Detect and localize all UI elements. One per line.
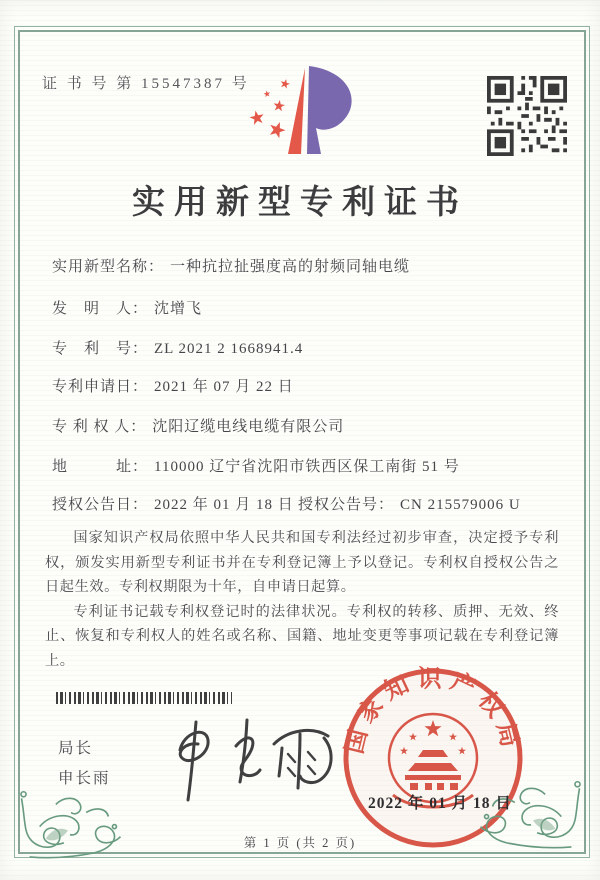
field-label: 专利申请日：	[52, 379, 149, 395]
legal-paragraph: 国家知识产权局依照中华人民共和国专利法经过初步审查，决定授予专利权，颁发实用新型专利证书并在专利登记簿上予以登记。专利权自授权公告之日起生效。专利权期限为十年，自申请日起算。	[45, 530, 559, 595]
handwritten-signature-icon	[150, 716, 340, 808]
legal-paragraph: 专利证书记载专利权登记时的法律状况。专利权的转移、质押、无效、终止、恢复和专利权人的姓名或名称、国籍、地址变更等事项记载在专利登记簿上。	[45, 603, 559, 669]
signer-role: 局长	[58, 740, 94, 757]
field-row-address	[52, 455, 562, 476]
field-label: 发 明 人：	[52, 301, 149, 317]
grant-number-pair	[298, 493, 521, 514]
field-row-patent-no	[52, 337, 562, 358]
qr-code	[487, 76, 567, 156]
seal-text: 国家知识产权局	[341, 666, 525, 757]
field-value: 2021 年 07 月 22 日	[154, 379, 294, 395]
cnipa-logo-icon	[243, 58, 373, 166]
signer-name: 申长雨	[58, 770, 111, 787]
field-row-name	[52, 255, 562, 276]
certificate-title: 实用新型专利证书	[132, 185, 468, 221]
grant-date-pair	[52, 497, 294, 513]
field-label: 实用新型名称：	[52, 259, 165, 275]
field-value: 110000 辽宁省沈阳市铁西区保工南街 51 号	[154, 459, 460, 475]
barcode	[56, 692, 232, 704]
field-row-filing-date	[52, 375, 562, 396]
field-label: 专 利 权 人：	[52, 419, 147, 435]
field-value: 一种抗拉扯强度高的射频同轴电缆	[170, 259, 411, 275]
field-value: 沈阳辽缆电线电缆有限公司	[152, 419, 345, 435]
certificate-number: 证 书 号 第 15547387 号	[42, 76, 250, 92]
field-label: 地 址：	[52, 459, 149, 475]
field-value: CN 215579006 U	[400, 497, 521, 513]
field-row-inventor	[52, 297, 562, 318]
field-row-grant	[52, 493, 562, 514]
field-row-patentee	[52, 415, 562, 436]
page-footer: 第 1 页 (共 2 页)	[243, 836, 357, 850]
field-label: 授权公告号：	[298, 497, 395, 513]
issue-date: 2022 年 01 月 18 日	[368, 795, 512, 812]
field-label: 授权公告日：	[52, 497, 149, 513]
field-value: ZL 2021 2 1668941.4	[154, 341, 304, 357]
legal-text	[45, 526, 559, 673]
field-value: 2022 年 01 月 18 日	[154, 497, 294, 513]
field-value: 沈增飞	[154, 301, 203, 317]
field-label: 专 利 号：	[52, 341, 149, 357]
